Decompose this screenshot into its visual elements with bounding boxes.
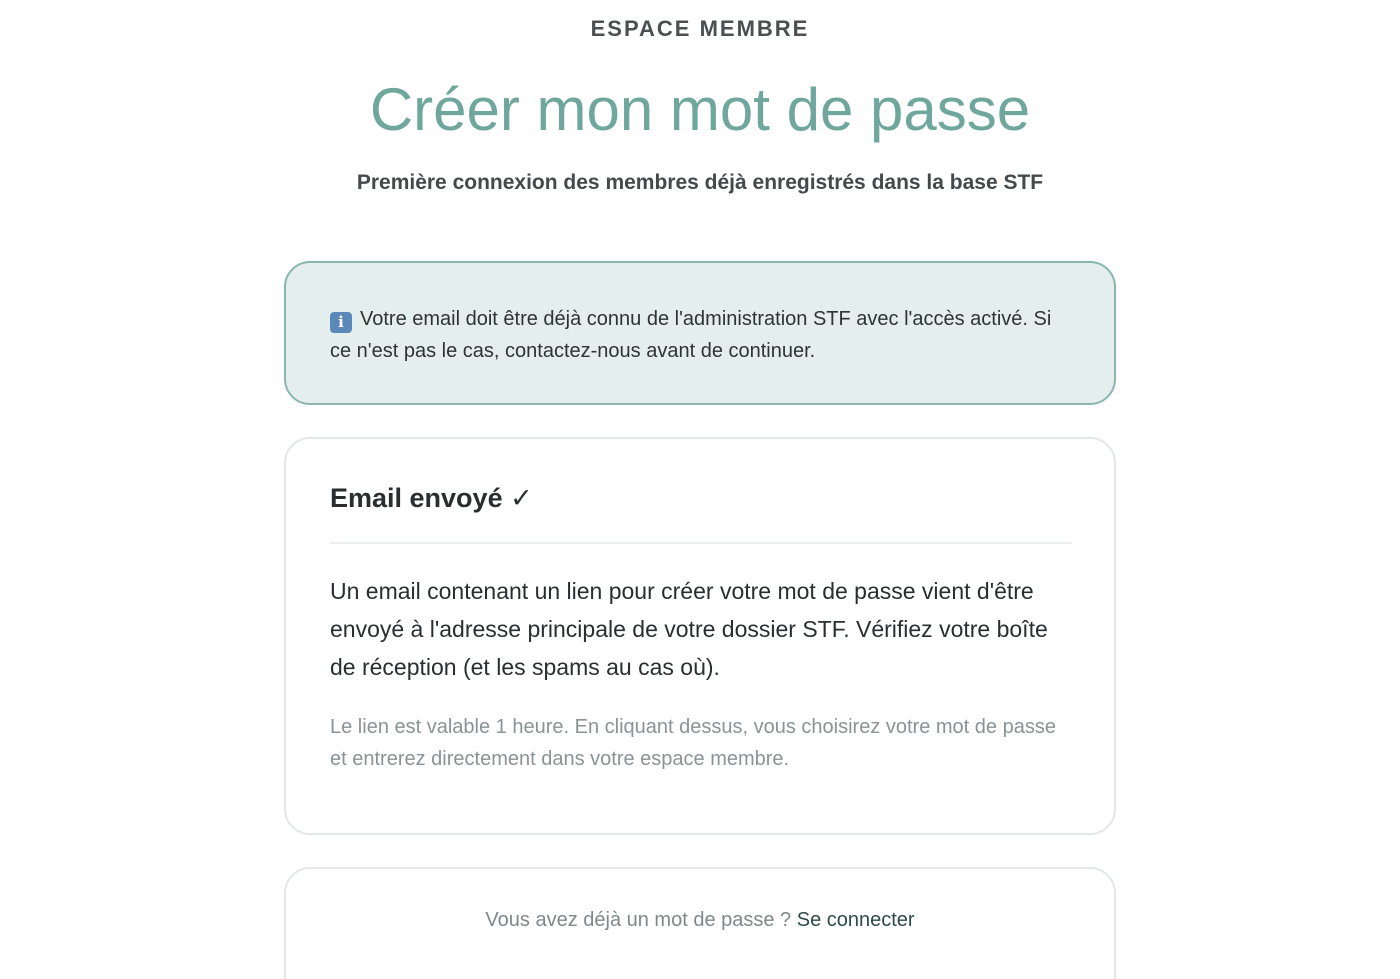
page-title: Créer mon mot de passe — [369, 76, 1031, 143]
link-validity-note: Le lien est valable 1 heure. En cliquant dessus, vous choisirez votre mot de passe et entrerez directement dans votre espace membre. — [330, 716, 1056, 770]
section-eyebrow: ESPACE MEMBRE — [590, 16, 810, 41]
email-sent-card — [284, 437, 1116, 835]
notice-text: Votre email doit être déjà connu de l'administration STF avec l'accès activé. Si ce n'est pas le cas, contactez-nous avant de continuer. — [330, 308, 1052, 362]
email-sent-message: Un email contenant un lien pour créer votre mot de passe vient d'être envoyé à l'adresse principale de votre dossier STF. Vérifiez votre boîte de réception (et les spams au cas où). — [330, 578, 1048, 680]
login-card — [284, 867, 1116, 979]
info-icon: i — [330, 312, 352, 333]
info-notice — [284, 261, 1116, 405]
login-prompt-line — [286, 909, 1114, 932]
email-sent-title: Email envoyé ✓ — [330, 483, 533, 513]
login-prompt: Vous avez déjà un mot de passe ? — [485, 909, 792, 931]
login-link[interactable]: Se connecter — [796, 909, 915, 931]
page-subtitle: Première connexion des membres déjà enregistrés dans la base STF — [356, 171, 1044, 194]
divider — [330, 542, 1072, 544]
